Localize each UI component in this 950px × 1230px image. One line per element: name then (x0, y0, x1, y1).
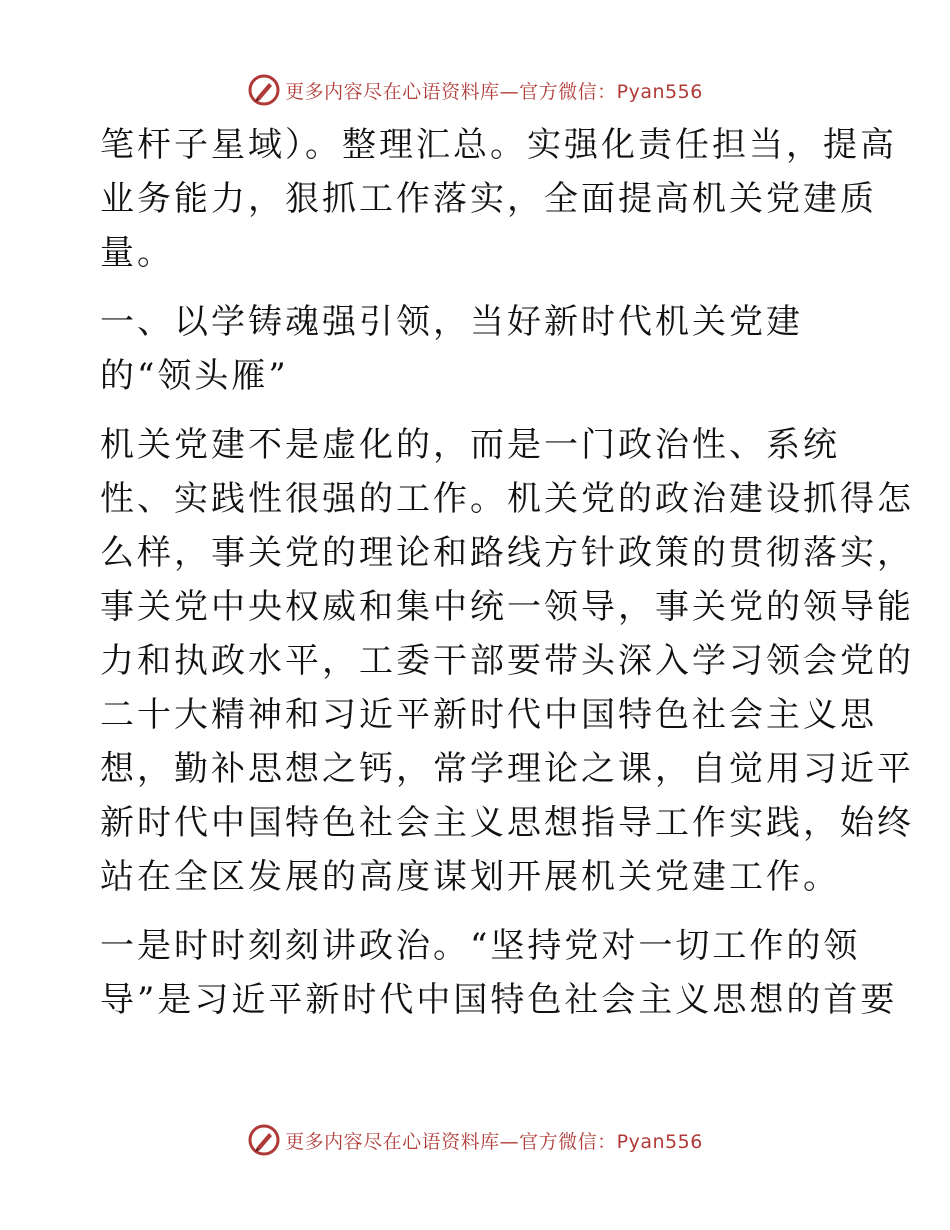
pen-logo-icon (247, 73, 281, 107)
text-line: 导”是习近平新时代中国特色社会主义思想的首要 (100, 980, 898, 1020)
text-line: 事关党中央权威和集中统一领导，事关党的领导能 (100, 587, 914, 627)
text-line: 么样，事关党的理论和路线方针政策的贯彻落实， (100, 533, 914, 573)
text-line: 新时代中国特色社会主义思想指导工作实践，始终 (100, 803, 914, 843)
header-watermark (0, 70, 950, 110)
text-line: 笔杆子星域）。整理汇总。实强化责任担当，提高 (100, 125, 897, 165)
header-watermark-text: 更多内容尽在心语资料库—官方微信：Pyan556 (285, 80, 703, 103)
text-line: 机关党建不是虚化的，而是一门政治性、系统 (100, 425, 840, 465)
text-line: 二十大精神和习近平新时代中国特色社会主义思 (100, 695, 877, 735)
text-line: 想，勤补思想之钙，常学理论之课，自觉用习近平 (100, 749, 914, 789)
pen-logo-icon (247, 1123, 281, 1157)
paragraph (100, 118, 897, 280)
paragraph (100, 919, 898, 1027)
text-line: 的“领头雁” (100, 356, 289, 396)
document-body (100, 118, 914, 1042)
text-line: 一、以学铸魂强引领，当好新时代机关党建 (100, 302, 803, 342)
text-line: 业务能力，狠抓工作落实，全面提高机关党建质 (100, 179, 877, 219)
section-heading (100, 295, 860, 403)
footer-watermark (0, 1120, 950, 1160)
text-line: 量。 (100, 233, 174, 273)
paragraph (100, 418, 914, 904)
text-line: 力和执政水平，工委干部要带头深入学习领会党的 (100, 641, 914, 681)
text-line: 性、实践性很强的工作。机关党的政治建设抓得怎 (100, 479, 914, 519)
footer-watermark-text: 更多内容尽在心语资料库—官方微信：Pyan556 (285, 1130, 703, 1153)
text-line: 一是时时刻刻讲政治。“坚持党对一切工作的领 (100, 926, 861, 966)
text-line: 站在全区发展的高度谋划开展机关党建工作。 (100, 857, 840, 897)
